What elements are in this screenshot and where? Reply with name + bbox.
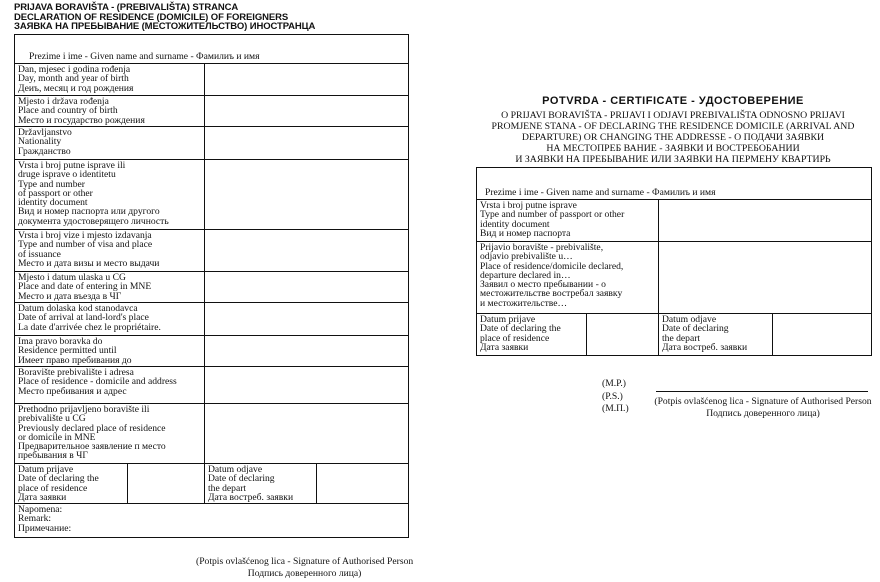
right-signature-caption: (Potpis ovlašćenog lica - Signature of Authorised Person Подпись доверенного лица): [654, 396, 872, 419]
certificate-name-field[interactable]: Prezime i ime - Given name and surname - Фамилиъ и имя: [477, 168, 872, 200]
visa-label: Vrsta i broj vize i mjesto izdavanja Type and number of visa and place of issuance Место и дата визы и место выдачи: [15, 230, 205, 272]
certificate-declaration-date-label: Datum prijave Date of declaring the place of residence Дата заявки: [477, 314, 587, 356]
certificate-residence-value[interactable]: [659, 242, 872, 314]
birth-place-label: Mjesto i država rođenja Place and country of birth Место и государство рождения: [15, 96, 205, 127]
departure-date-value[interactable]: [317, 464, 409, 504]
certificate-declaration-date-value[interactable]: [587, 314, 659, 356]
certificate-departure-date-label: Datum odjave Date of declaring the depart Дата востреб. заявки: [659, 314, 773, 356]
visa-value[interactable]: [205, 230, 409, 272]
certificate-passport-label: Vrsta i broj putne isprave Type and number of passport or other identity document Вид и номер паспорта: [477, 200, 659, 242]
birth-place-value[interactable]: [205, 96, 409, 127]
permit-label: Ima pravo boravka do Residence permitted until Имеет право пребивания до: [15, 336, 205, 367]
entry-value[interactable]: [205, 272, 409, 303]
header-line: PRIJAVA BORAVIŠTA - (PREBIVALIŠTA) STRANCA: [14, 2, 239, 13]
residence-label: Boravište prebivalište i adresa Place of residence - domicile and address Место пребивания и адрес: [15, 367, 205, 404]
signature-line: [656, 391, 868, 392]
declaration-date-value[interactable]: [128, 464, 205, 504]
passport-label: Vrsta i broj putne isprave ili druge isprave o identitetu Type and number of passport or other identity document Вид и номер паспорта или другого документа удостоверящего личность: [15, 160, 205, 230]
subtitle-line: НА МЕСТОПРЕБ ВАНИЕ - ЗАЯВКИ И ВОСТРЕБОБАНИИ: [546, 143, 800, 154]
header-line: ЗАЯВКА НА ПРЕБЫВАНИЕ (МЕСТОЖИТЕЛЬСТВО) ИНОСТРАНЦА: [14, 21, 316, 32]
certificate-departure-date-value[interactable]: [773, 314, 872, 356]
previous-residence-value[interactable]: [205, 404, 409, 464]
entry-label: Mjesto i datum ulaska u CG Place and date of entering in MNE Место и дата въезда в ЧГ: [15, 272, 205, 303]
birth-date-value[interactable]: [205, 64, 409, 96]
remark-field[interactable]: Napomena: Remark: Примечание:: [15, 504, 409, 538]
certificate-passport-value[interactable]: [659, 200, 872, 242]
certificate-title-block: [478, 95, 868, 165]
subtitle-line: И ЗАЯВКИ НА ПРЕБЫВАНИЕ ИЛИ ЗАЯВКИ НА ПЕРМЕНУ КВАРТИРЬ: [515, 154, 831, 165]
certificate-form: [476, 167, 872, 356]
certificate-residence-label: Prijavio boravište - prebivalište, odjavio prebivalište u… Place of residence/domicile declared, departure declared in… Заявил о место пребывании - о местожительстве востребал заявку и местожительстве…: [477, 242, 659, 314]
residence-value[interactable]: [205, 367, 409, 404]
subtitle-line: O PRIJAVI BORAVIŠTA - PRIJAVI I ODJAVI PREBIVALIŠTA ODNOSNO PRIJAVI: [501, 110, 845, 121]
stamp-placeholder: (M.P.) (P.S.) (М.П.): [602, 378, 629, 414]
departure-date-label: Datum odjave Date of declaring the depart Дата востреб. заявки: [205, 464, 317, 504]
permit-value[interactable]: [205, 336, 409, 367]
subtitle-line: PROMJENE STANA - OF DECLARING THE RESIDENCE DOMICILE (ARRIVAL AND: [491, 121, 855, 132]
certificate-title: POTVRDA - CERTIFICATE - УДОСТОВЕРЕНИЕ: [542, 95, 804, 107]
declaration-form: [14, 34, 409, 538]
left-form-header: [14, 3, 315, 32]
left-signature-caption: (Potpis ovlašćenog lica - Signature of Authorised Person Подпись доверенного лица): [196, 556, 414, 579]
nationality-label: Državljanstvo Nationality Гражданство: [15, 127, 205, 160]
subtitle-line: DEPARTURE) OR CHANGING THE ADDRESSE - О ПОДАЧИ ЗАЯВКИ: [521, 132, 825, 143]
arrival-value[interactable]: [205, 303, 409, 336]
declaration-date-label: Datum prijave Date of declaring the place of residence Дата заявки: [15, 464, 128, 504]
birth-date-label: Dan, mjesec i godina rođenja Day, month and year of birth Деиъ, месяц и год рождения: [15, 64, 205, 96]
name-field[interactable]: Prezime i ime - Given name and surname - Фамилиъ и имя: [15, 35, 409, 64]
arrival-label: Datum dolaska kod stanodavca Date of arrival at land-lord's place La date d'arrivée chez le propriétaire.: [15, 303, 205, 336]
nationality-value[interactable]: [205, 127, 409, 160]
passport-value[interactable]: [205, 160, 409, 230]
previous-residence-label: Prethodno prijavljeno boravište ili prebivalište u CG Previously declared place of residence or domicile in MNE Предварительное заявление п место пребывания в ЧГ: [15, 404, 205, 464]
header-line: DECLARATION OF RESIDENCE (DOMICILE) OF FOREIGNERS: [14, 11, 289, 23]
